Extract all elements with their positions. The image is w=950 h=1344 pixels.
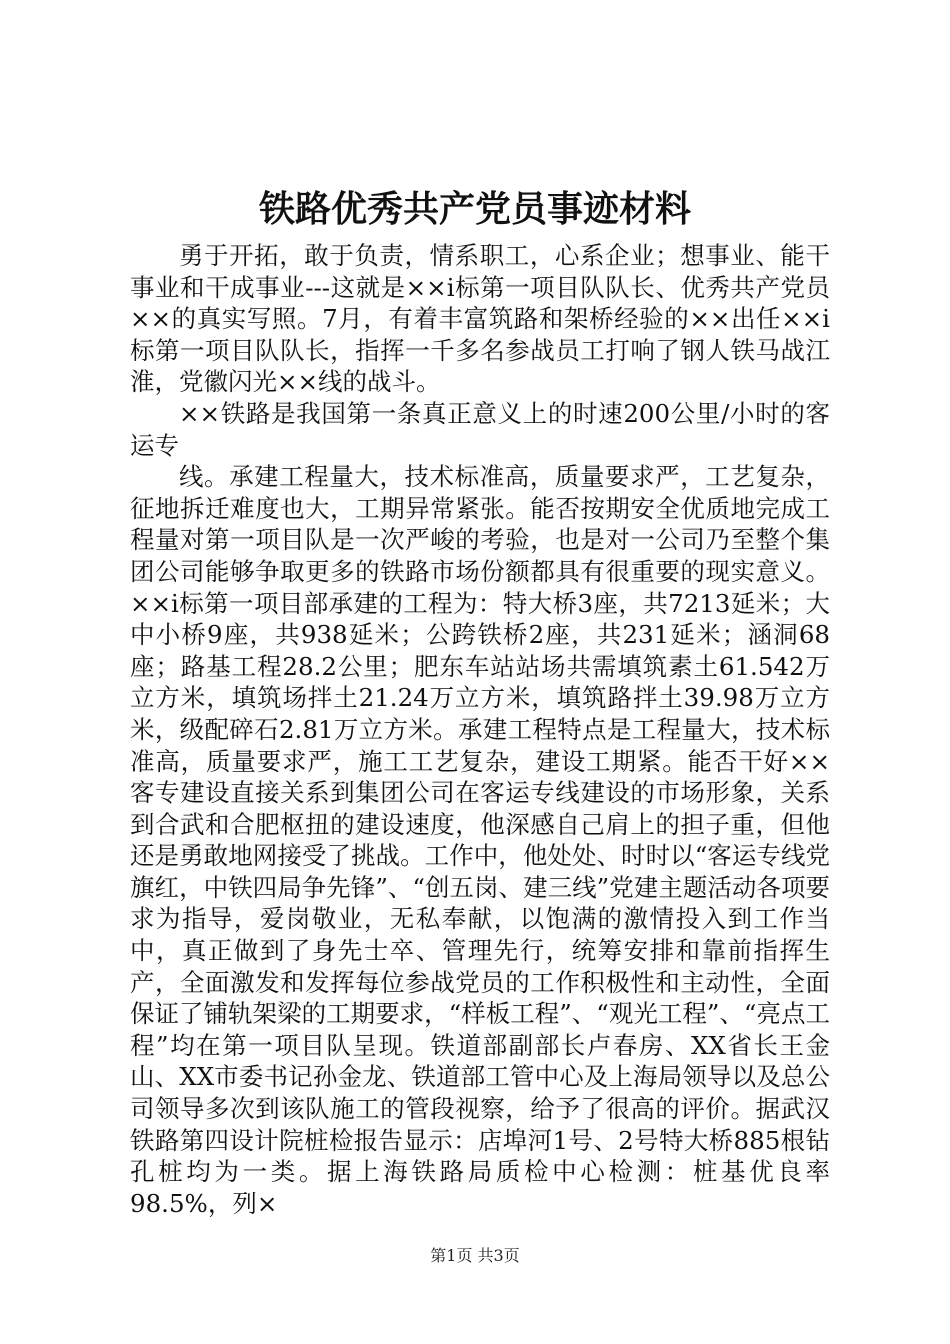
page-footer: 第1页 共3页	[430, 1246, 520, 1265]
paragraph-3: 线。承建工程量大，技术标准高，质量要求严，工艺复杂，征地拆迁难度也大，工期异常紧张。能否按期安全优质地完成工程量对第一项目队是一次严峻的考验，也是对一公司乃至整个集团公司能够争取更多的铁路市场份额都具有很重要的现实意义。××i标第一项目部承建的工程为：特大桥3座，共7213延米；大中小桥9座，共938延米；公跨铁桥2座，共231延米；涵洞68座；路基工程28.2公里；肥东车站站场共需填筑素土61.542万立方米，填筑场拌土21.24万立方米，填筑路拌土39.98万立方米，级配碎石2.81万立方米。承建工程特点是工程量大，技术标准高，质量要求严，施工工艺复杂，建设工期紧。能否干好××客专建设直接关系到集团公司在客运专线建设的市场形象，关系到合武和合肥枢扭的建设速度，他深感自己肩上的担子重，但他还是勇敢地网接受了挑战。工作中，他处处、时时以“客运专线党旗红，中铁四局争先锋”、“创五岗、建三线”党建主题活动各项要求为指导，爱岗敬业，无私奉献，以饱满的激情投入到工作当中，真正做到了身先士卒、管理先行，统筹安排和靠前指挥生产，全面激发和发挥每位参战党员的工作积极性和主动性，全面保证了铺轨架梁的工期要求，“样板工程”、“观光工程”、“亮点工程”均在第一项目队呈现。铁道部副部长卢春房、XX省长王金山、XX市委书记孙金龙、铁道部工管中心及上海局领导以及总公司领导多次到该队施工的管段视察，给予了很高的评价。据武汉铁路第四设计院桩检报告显示：店埠河1号、2号特大桥885根钻孔桩均为一类。据上海铁路局质检中心检测：桩基优良率98.5%，列×	[130, 462, 830, 1218]
document-body	[130, 240, 830, 1219]
paragraph-2: ××铁路是我国第一条真正意义上的时速200公里/小时的客运专	[130, 398, 830, 460]
paragraph-1: 勇于开拓，敢于负责，情系职工，心系企业；想事业、能干事业和干成事业---这就是××i标第一项目队队长、优秀共产党员××的真实写照。7月，有着丰富筑路和架桥经验的××出任××i标第一项目队队长，指挥一千多名参战员工打响了钢人铁马战江淮，党徽闪光××线的战斗。	[130, 241, 830, 397]
document-title: 铁路优秀共产党员事迹材料	[258, 188, 691, 230]
